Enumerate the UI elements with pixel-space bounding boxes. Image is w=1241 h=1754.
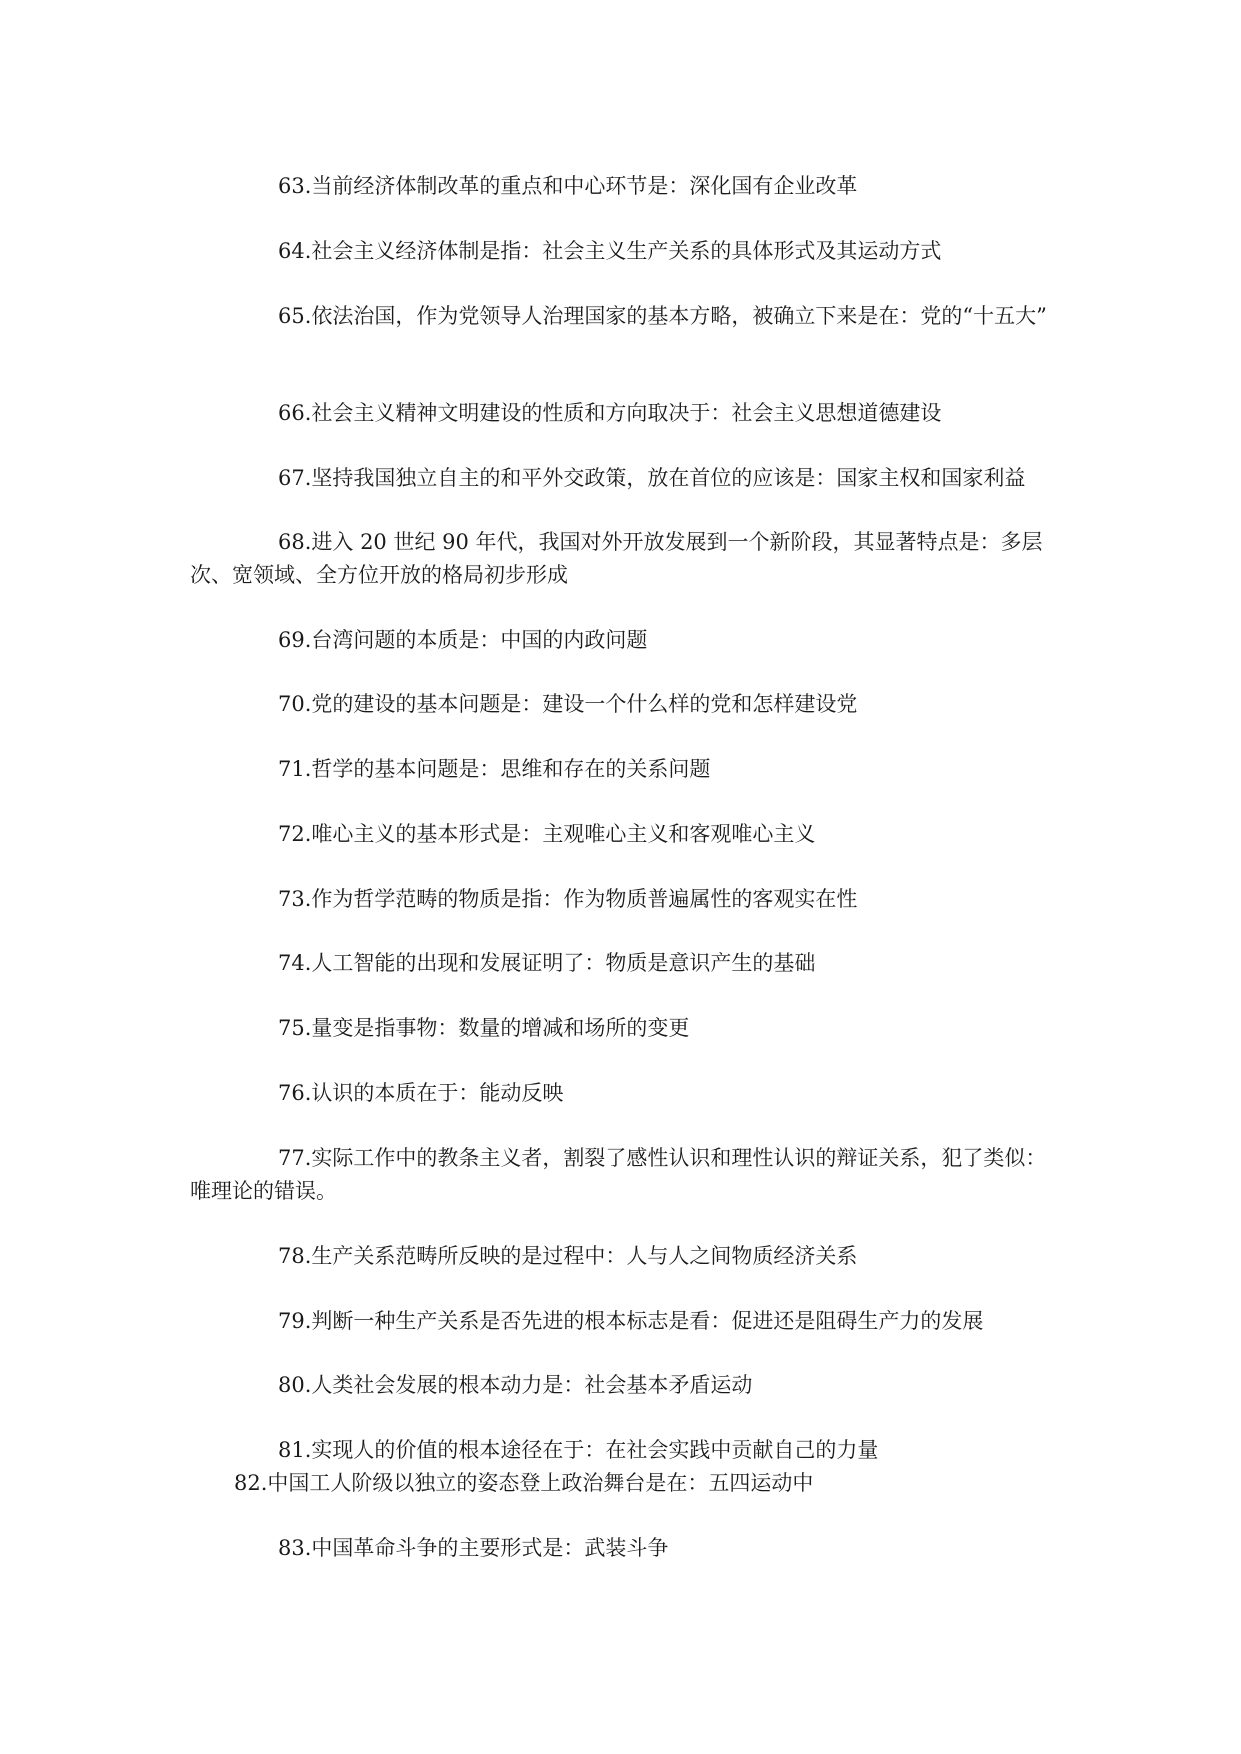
list-item: 81.实现人的价值的根本途径在于：在社会实践中贡献自己的力量 [278, 1438, 879, 1462]
list-item: 79.判断一种生产关系是否先进的根本标志是看：促进还是阻碍生产力的发展 [278, 1309, 984, 1333]
list-item: 64.社会主义经济体制是指：社会主义生产关系的具体形式及其运动方式 [278, 239, 942, 263]
list-item: 70.党的建设的基本问题是：建设一个什么样的党和怎样建设党 [278, 692, 858, 716]
list-item: 74.人工智能的出现和发展证明了：物质是意识产生的基础 [278, 951, 816, 975]
list-item: 63.当前经济体制改革的重点和中心环节是：深化国有企业改革 [278, 174, 858, 198]
list-item: 83.中国革命斗争的主要形式是：武装斗争 [278, 1536, 669, 1560]
list-item: 82.中国工人阶级以独立的姿态登上政治舞台是在：五四运动中 [234, 1471, 814, 1495]
list-item: 80.人类社会发展的根本动力是：社会基本矛盾运动 [278, 1373, 753, 1397]
list-item: 67.坚持我国独立自主的和平外交政策，放在首位的应该是：国家主权和国家利益 [278, 466, 1026, 490]
list-item: 78.生产关系范畴所反映的是过程中：人与人之间物质经济关系 [278, 1244, 858, 1268]
list-item: 65.依法治国，作为党领导人治理国家的基本方略，被确立下来是在：党的“十五大” [278, 304, 1047, 328]
list-item: 71.哲学的基本问题是：思维和存在的关系问题 [278, 757, 711, 781]
list-item: 69.台湾问题的本质是：中国的内政问题 [278, 628, 648, 652]
list-item: 76.认识的本质在于：能动反映 [278, 1081, 564, 1105]
list-item: 77.实际工作中的教条主义者，割裂了感性认识和理性认识的辩证关系，犯了类似：唯理论的错误。 [190, 1146, 1047, 1203]
list-item: 72.唯心主义的基本形式是：主观唯心主义和客观唯心主义 [278, 822, 816, 846]
list-item: 75.量变是指事物：数量的增减和场所的变更 [278, 1016, 690, 1040]
list-item: 73.作为哲学范畴的物质是指：作为物质普遍属性的客观实在性 [278, 887, 858, 911]
list-item: 66.社会主义精神文明建设的性质和方向取决于：社会主义思想道德建设 [278, 401, 942, 425]
list-item: 68.进入 20 世纪 90 年代，我国对外开放发展到一个新阶段，其显著特点是：多层次、宽领域、全方位开放的格局初步形成 [190, 530, 1043, 587]
